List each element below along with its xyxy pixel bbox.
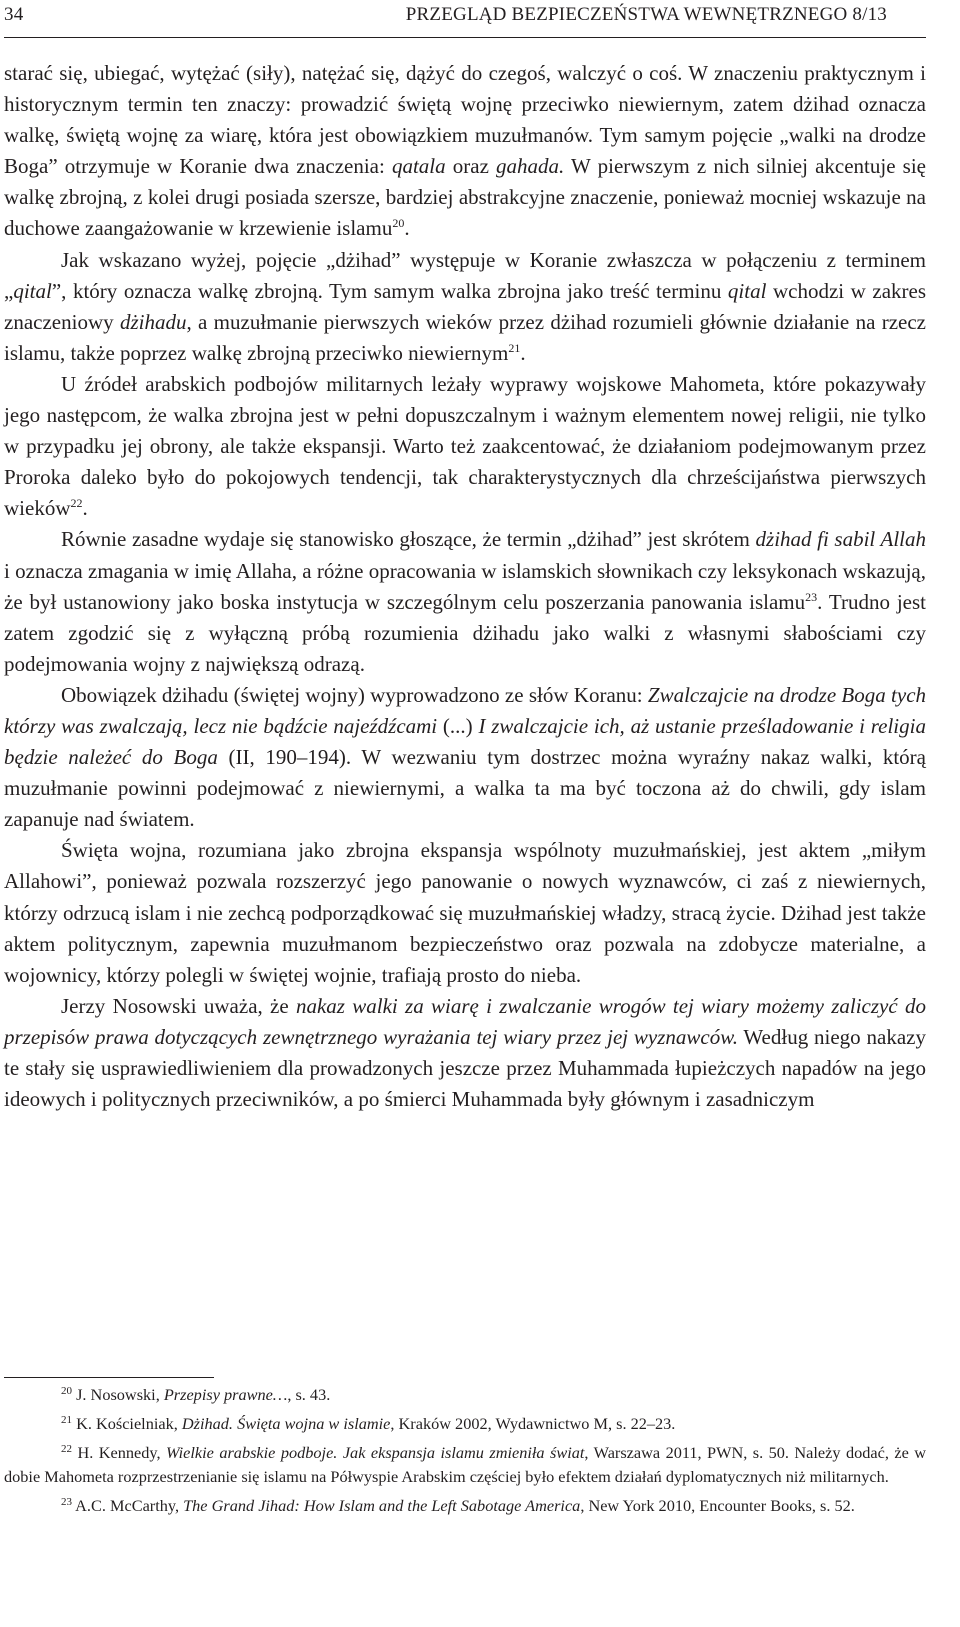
footnote-ref-21[interactable]: 21 (508, 340, 521, 355)
header-rule (4, 37, 926, 38)
footnote-20: $^{20}$ J. Nosowski, Przepisy prawne…, s. 43. (61, 1385, 331, 1404)
koran-quote-2: I zwalczajcie ich, aż ustanie prześladowanie i religia będzie należeć do Boga (4, 713, 926, 770)
koran-quote-1: Zwalczajcie na drodze Boga tych którzy was zwalczają, lecz nie bądźcie najeźdźcami (4, 682, 927, 738)
term-qatala: qatala (391, 154, 446, 179)
footnote-number: 23 (61, 1496, 72, 1508)
paragraph-6: Święta wojna, rozumiana jako zbrojna ekspansja wspólnoty muzułmańskiej, jest aktem „miłym Allahowi”, ponieważ pozwala rozszerzyć jego panowanie o nowych wyznawców, ci zaś z niewiernych, którzy odrzucą islam i nie zechcą podporządkować się muzułmańskiej władzy, stracą życie. Dżihad jest także aktem politycznym, zapewnia muzułmanom bezpieczeństwo oraz pozwala na zdobycze materialne, a wojownicy, którzy polegli w świętej wojnie, trafiają prosto do nieba. (4, 838, 926, 987)
term-gahada: gahada. (496, 154, 565, 179)
footnote-23: $^{23}$ A.C. McCarthy, The Grand Jihad: How Islam and the Left Sabotage America, New York 2010, Encounter Books, s. 52. (61, 1496, 855, 1515)
paragraph-3: U źródeł arabskich podbojów militarnych leżały wyprawy wojskowe Mahometa, które pokazywały jego następcom, że walka zbrojna jest w pełni dopuszczalnym i ważnym elementem nowej religii, nie tylko w przypadku jej obrony, ale także ekspansji. Warto też zaakcentować, że działaniom podejmowanym przez Proroka daleko było do pokojowych tendencji, tak charakterystycznych dla chrześcijaństwa pierwszych wieków$^{22}$. (4, 371, 926, 521)
footnote-title: Przepisy prawne… (163, 1385, 288, 1404)
paragraph-4: Równie zasadne wydaje się stanowisko głoszące, że termin „dżihad” jest skrótem dżihad fi sabil Allah i oznacza zmagania w imię Allaha, a różne opracowania w islamskich słownikach czy leksykonach wskazują, że był ustanowiony jako boska instytucja w szczególnym celu poszerzania panowania islamu$^{23}$. Trudno jest zatem zgodzić się z wyłączną próbą rozumienia dżihadu jako walki z własnymi słabościami czy podejmowania wojny z największą odrazą. (4, 527, 927, 676)
footnote-ref-22[interactable]: 22 (70, 496, 83, 511)
term-dzihad-fi-sabil-allah: dżihad fi sabil Allah (755, 527, 927, 552)
running-title: PRZEGLĄD BEZPIECZEŃSTWA WEWNĘTRZNEGO 8/13 (405, 4, 887, 25)
footnote-ref-23[interactable]: 23 (805, 589, 818, 604)
footnotes (4, 1383, 926, 1523)
term-qital: qital (727, 278, 767, 303)
footnote-rule (4, 1377, 214, 1378)
term-qital: qital (13, 278, 52, 303)
footnote-title: Wielkie arabskie podboje. Jak ekspansja islamu zmieniła świat (165, 1443, 585, 1462)
footnote-21: $^{21}$ K. Kościelniak, Dżihad. Święta wojna w islamie, Kraków 2002, Wydawnictwo M, s. 22–23. (61, 1414, 676, 1433)
page-header (4, 0, 887, 30)
footnote-title: The Grand Jihad: How Islam and the Left Sabotage America (183, 1496, 581, 1515)
nosowski-quote: nakaz walki za wiarę i zwalczanie wrogów tej wiary możemy zaliczyć do przepisów prawa dotyczących zewnętrznego wyrażania tej wiary przez jej wyznawców. (4, 993, 926, 1049)
paragraph-1: starać się, ubiegać, wytężać (siły), natężać się, dążyć do czegoś, walczyć o coś. W znaczeniu praktycznym i historycznym termin ten znaczy: prowadzić świętą wojnę przeciwko niewiernym, zatem dżihad oznacza walkę, świętą wojnę za wiarę, która jest obowiązkiem muzułmanów. Tym samym pojęcie „walki na drodze Boga” otrzymuje w Koranie dwa znaczenia: qatala oraz gahada. W pierwszym z nich silniej akcentuje się walkę zbrojną, z kolei drugi posiada szersze, bardziej abstrakcyjne znaczenie, ponieważ mocniej wskazuje na duchowe zaangażowanie w krzewienie islamu$^{20}$. (4, 61, 927, 241)
page-number: 34 (4, 4, 24, 25)
footnote-title: Dżihad. Święta wojna w islamie (181, 1414, 391, 1433)
paragraph-5: Obowiązek dżihadu (świętej wojny) wyprowadzono ze słów Koranu: Zwalczajcie na drodze Boga tych którzy was zwalczają, lecz nie bądźcie najeźdźcami (...) I zwalczajcie ich, aż ustanie prześladowanie i religia będzie należeć do Boga (II, 190–194). W wezwaniu tym dostrzec można wyraźny nakaz walki, którą muzułmanie powinni podejmować z niewiernymi, a walka ta ma być toczona aż do chwili, gdy islam zapanuje nad światem. (4, 682, 927, 832)
footnote-22: $^{22}$ H. Kennedy, Wielkie arabskie podboje. Jak ekspansja islamu zmieniła świat, Warszawa 2011, PWN, s. 50. Należy dodać, że w dobie Mahometa rozprzestrzenianie się islamu na Półwyspie Arabskim częściej było efektem działań dyplomatycznych niż militarnych. (4, 1443, 926, 1486)
footnote-ref-20[interactable]: 20 (392, 216, 405, 231)
term-dzihadu: dżihadu (119, 309, 187, 334)
footnote-number: 22 (61, 1443, 72, 1455)
main-text (4, 58, 926, 1115)
footnote-number: 20 (61, 1385, 72, 1397)
paragraph-7: Jerzy Nosowski uważa, że nakaz walki za wiarę i zwalczanie wrogów tej wiary możemy zaliczyć do przepisów prawa dotyczących zewnętrznego wyrażania tej wiary przez jej wyznawców. Według niego nakazy te stały się usprawiedliwieniem dla prowadzonych jeszcze przez Muhammada łupieżczych napadów na jego ideowych i politycznych przeciwników, a po śmierci Muhammada były głównym i zasadniczym (4, 993, 926, 1112)
footnote-number: 21 (61, 1414, 72, 1426)
paragraph-2: Jak wskazano wyżej, pojęcie „dżihad” występuje w Koranie zwłaszcza w połączeniu z terminem „qital”, który oznacza walkę zbrojną. Tym samym walka zbrojna jako treść terminu qital wchodzi w zakres znaczeniowy dżihadu, a muzułmanie pierwszych wieków przez dżihad rozumieli głównie działanie na rzecz islamu, także poprzez walkę zbrojną przeciwko niewiernym$^{21}$. (4, 247, 926, 365)
